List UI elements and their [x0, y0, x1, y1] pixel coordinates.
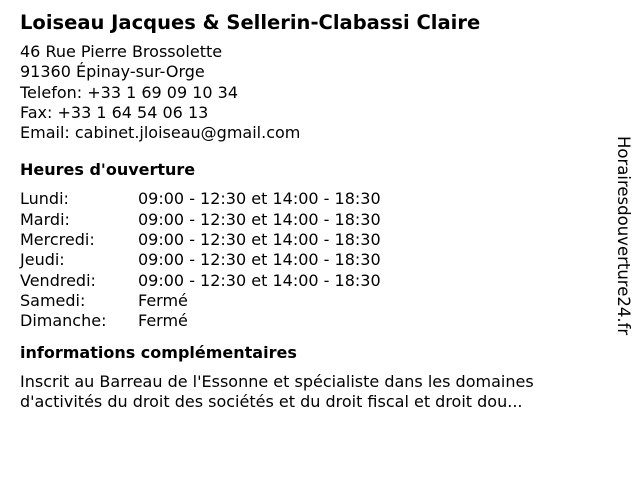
hours-row-sunday: [20, 311, 381, 331]
day-hours: Fermé: [138, 290, 188, 310]
day-label: Mercredi:: [20, 230, 95, 250]
day-label: Vendredi:: [20, 270, 96, 290]
site-watermark: Horairesdouverture24.fr: [614, 136, 633, 336]
business-name: Loiseau Jacques & Sellerin-Clabassi Claire: [20, 11, 481, 34]
hours-row-saturday: [20, 291, 381, 311]
day-hours: Fermé: [138, 311, 188, 331]
hours-row-monday: [20, 189, 381, 209]
day-hours: 09:00 - 12:30 et 14:00 - 18:30: [138, 250, 381, 270]
phone-number: Telefon: +33 1 69 09 10 34: [20, 82, 239, 102]
contact-block: [20, 42, 600, 143]
opening-hours-heading: Heures d'ouverture: [20, 160, 196, 180]
hours-row-wednesday: [20, 230, 381, 250]
business-card: [20, 10, 600, 412]
opening-hours-table: [20, 189, 381, 331]
day-label: Dimanche:: [20, 311, 107, 331]
day-hours: 09:00 - 12:30 et 14:00 - 18:30: [138, 209, 381, 229]
street-address: 46 Rue Pierre Brossolette: [20, 42, 223, 61]
day-hours: 09:00 - 12:30 et 14:00 - 18:30: [138, 189, 381, 209]
additional-info-heading: informations complémentaires: [20, 342, 297, 362]
day-label: Jeudi:: [20, 250, 65, 270]
hours-row-thursday: [20, 250, 381, 270]
day-hours: 09:00 - 12:30 et 14:00 - 18:30: [138, 270, 381, 290]
day-hours: 09:00 - 12:30 et 14:00 - 18:30: [138, 230, 381, 250]
additional-info-text: Inscrit au Barreau de l'Essonne et spécialiste dans les domaines d'activités du droit des sociétés et du droit fiscal et droit dou...: [20, 371, 534, 411]
hours-row-tuesday: [20, 210, 381, 230]
hours-row-friday: [20, 271, 381, 291]
email-address: Email: cabinet.jloiseau@gmail.com: [20, 123, 301, 143]
postal-city: 91360 Épinay-sur-Orge: [20, 62, 205, 82]
day-label: Lundi:: [20, 189, 69, 209]
day-label: Mardi:: [20, 209, 70, 229]
day-label: Samedi:: [20, 290, 86, 310]
fax-number: Fax: +33 1 64 54 06 13: [20, 102, 209, 122]
